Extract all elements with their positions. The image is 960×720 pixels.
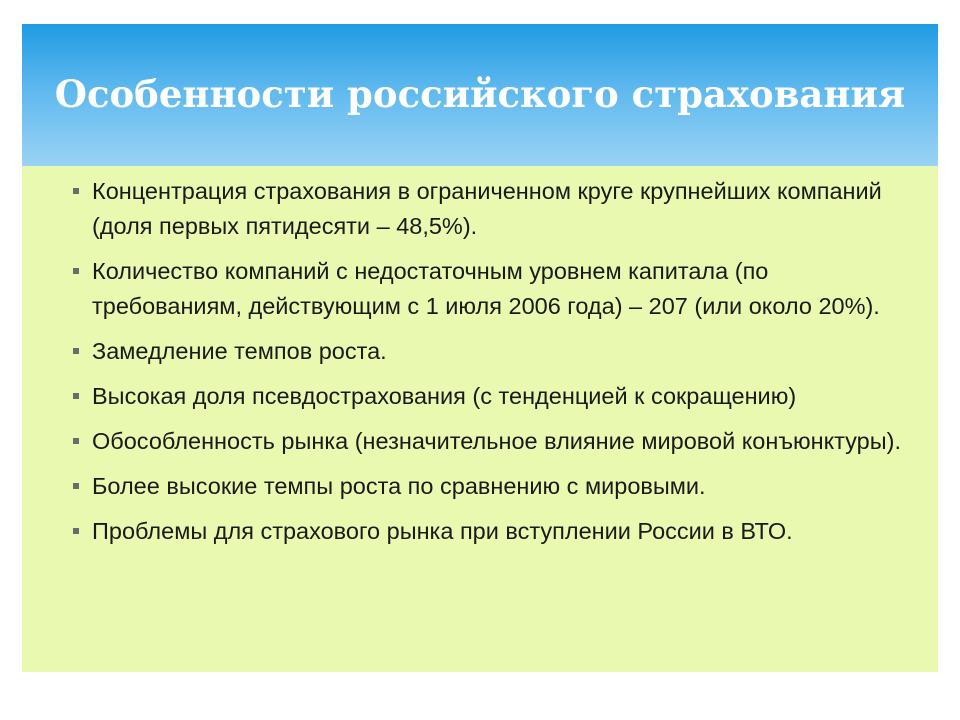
bullet-item-market-isolation — [72, 424, 912, 459]
square-bullet-icon — [73, 483, 79, 489]
bullet-text: Обособленность рынка (незначительное влияние мировой конъюнктуры). — [92, 428, 901, 454]
square-bullet-icon — [73, 268, 79, 274]
bullet-item-concentration — [72, 174, 912, 244]
bullet-list — [72, 174, 912, 559]
square-bullet-icon — [73, 348, 79, 354]
bullet-text: Концентрация страхования в ограниченном круге крупнейших компаний (доля первых пятидесяти – 48,5%). — [92, 178, 882, 239]
bullet-item-higher-growth — [72, 469, 912, 504]
square-bullet-icon — [73, 393, 79, 399]
bullet-text: Количество компаний с недостаточным уровнем капитала (по требованиям, действующим с 1 июля 2006 года) – 207 (или около 20%). — [92, 258, 880, 319]
square-bullet-icon — [73, 528, 79, 534]
square-bullet-icon — [73, 438, 79, 444]
bullet-item-wto-problems — [72, 514, 912, 549]
bullet-item-capital-shortage — [72, 254, 912, 324]
bullet-text: Высокая доля псевдострахования (с тенденцией к сокращению) — [92, 383, 797, 409]
bullet-text: Замедление темпов роста. — [92, 338, 387, 364]
bullet-text: Проблемы для страхового рынка при вступлении России в ВТО. — [92, 518, 793, 544]
bullet-item-growth-slowdown — [72, 334, 912, 369]
slide-title: Особенности российского страхования — [54, 72, 906, 116]
square-bullet-icon — [73, 188, 79, 194]
bullet-item-pseudo-insurance — [72, 379, 912, 414]
bullet-text: Более высокие темпы роста по сравнению с мировыми. — [92, 473, 706, 499]
